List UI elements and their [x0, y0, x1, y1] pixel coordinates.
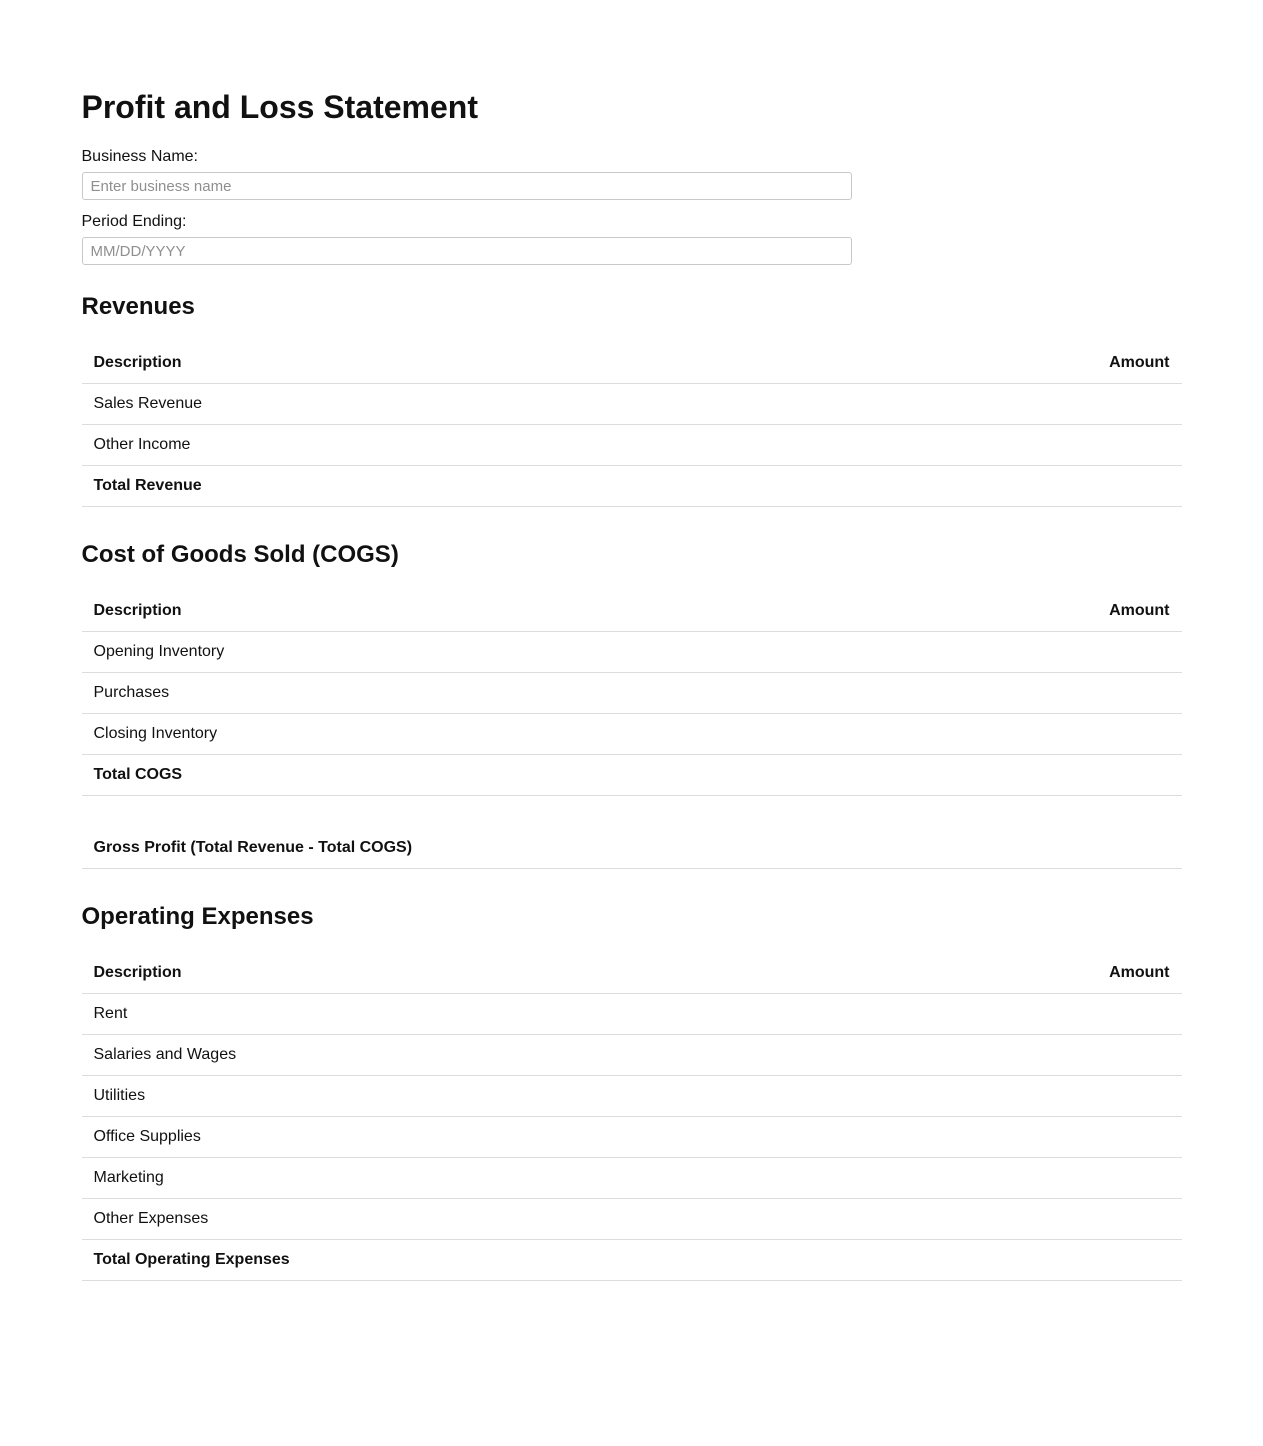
row-label: Other Expenses [82, 1199, 1042, 1240]
amount-cell [1042, 1035, 1182, 1076]
row-label: Gross Profit (Total Revenue - Total COGS) [82, 828, 1042, 869]
table-row [82, 1158, 1182, 1199]
column-header-description: Description [82, 343, 1042, 384]
operating-expenses-table [82, 953, 1182, 1281]
row-label: Total Revenue [82, 466, 1042, 507]
row-label: Opening Inventory [82, 632, 1042, 673]
business-name-input[interactable] [82, 172, 852, 200]
amount-cell [1042, 632, 1182, 673]
amount-cell [1042, 384, 1182, 425]
row-label: Salaries and Wages [82, 1035, 1042, 1076]
page-container [82, 0, 1182, 1401]
row-label: Rent [82, 994, 1042, 1035]
table-row [82, 673, 1182, 714]
column-header-description: Description [82, 591, 1042, 632]
gross-profit-row [82, 828, 1182, 869]
gross-profit-table [82, 828, 1182, 869]
section-heading-operating-expenses: Operating Expenses [81, 903, 314, 931]
amount-cell [1042, 1117, 1182, 1158]
amount-cell [1042, 994, 1182, 1035]
total-operating-expenses-row [82, 1240, 1182, 1281]
revenues-table [82, 343, 1182, 507]
table-row [82, 714, 1182, 755]
row-label: Purchases [82, 673, 1042, 714]
business-name-field [82, 147, 1182, 200]
table-row [82, 1199, 1182, 1240]
column-header-description: Description [82, 953, 1042, 994]
column-header-amount: Amount [1042, 953, 1182, 994]
table-row [82, 425, 1182, 466]
amount-cell [1042, 1240, 1182, 1281]
business-name-label: Business Name: [81, 148, 198, 166]
amount-cell [1042, 673, 1182, 714]
table-row [82, 384, 1182, 425]
period-ending-label: Period Ending: [81, 213, 187, 231]
period-ending-input[interactable] [82, 237, 852, 265]
table-row [82, 1117, 1182, 1158]
period-ending-field [82, 212, 1182, 265]
table-row [82, 994, 1182, 1035]
table-row [82, 1035, 1182, 1076]
table-row [82, 1076, 1182, 1117]
amount-cell [1042, 425, 1182, 466]
cogs-table [82, 591, 1182, 796]
table-header-row [82, 953, 1182, 994]
row-label: Total COGS [82, 755, 1042, 796]
section-heading-revenues: Revenues [81, 293, 195, 321]
column-header-amount: Amount [1042, 591, 1182, 632]
amount-cell [1042, 714, 1182, 755]
row-label: Utilities [82, 1076, 1042, 1117]
row-label: Other Income [82, 425, 1042, 466]
row-label: Closing Inventory [82, 714, 1042, 755]
table-row [82, 632, 1182, 673]
section-heading-cogs: Cost of Goods Sold (COGS) [81, 541, 399, 569]
table-header-row [82, 591, 1182, 632]
row-label: Office Supplies [82, 1117, 1042, 1158]
amount-cell [1042, 755, 1182, 796]
amount-cell [1042, 1158, 1182, 1199]
column-header-amount: Amount [1042, 343, 1182, 384]
page-title: Profit and Loss Statement [81, 89, 478, 125]
row-label: Total Operating Expenses [82, 1240, 1042, 1281]
amount-cell [1042, 828, 1182, 869]
amount-cell [1042, 1076, 1182, 1117]
total-cogs-row [82, 755, 1182, 796]
row-label: Marketing [82, 1158, 1042, 1199]
table-header-row [82, 343, 1182, 384]
row-label: Sales Revenue [82, 384, 1042, 425]
total-revenue-row [82, 466, 1182, 507]
amount-cell [1042, 1199, 1182, 1240]
amount-cell [1042, 466, 1182, 507]
